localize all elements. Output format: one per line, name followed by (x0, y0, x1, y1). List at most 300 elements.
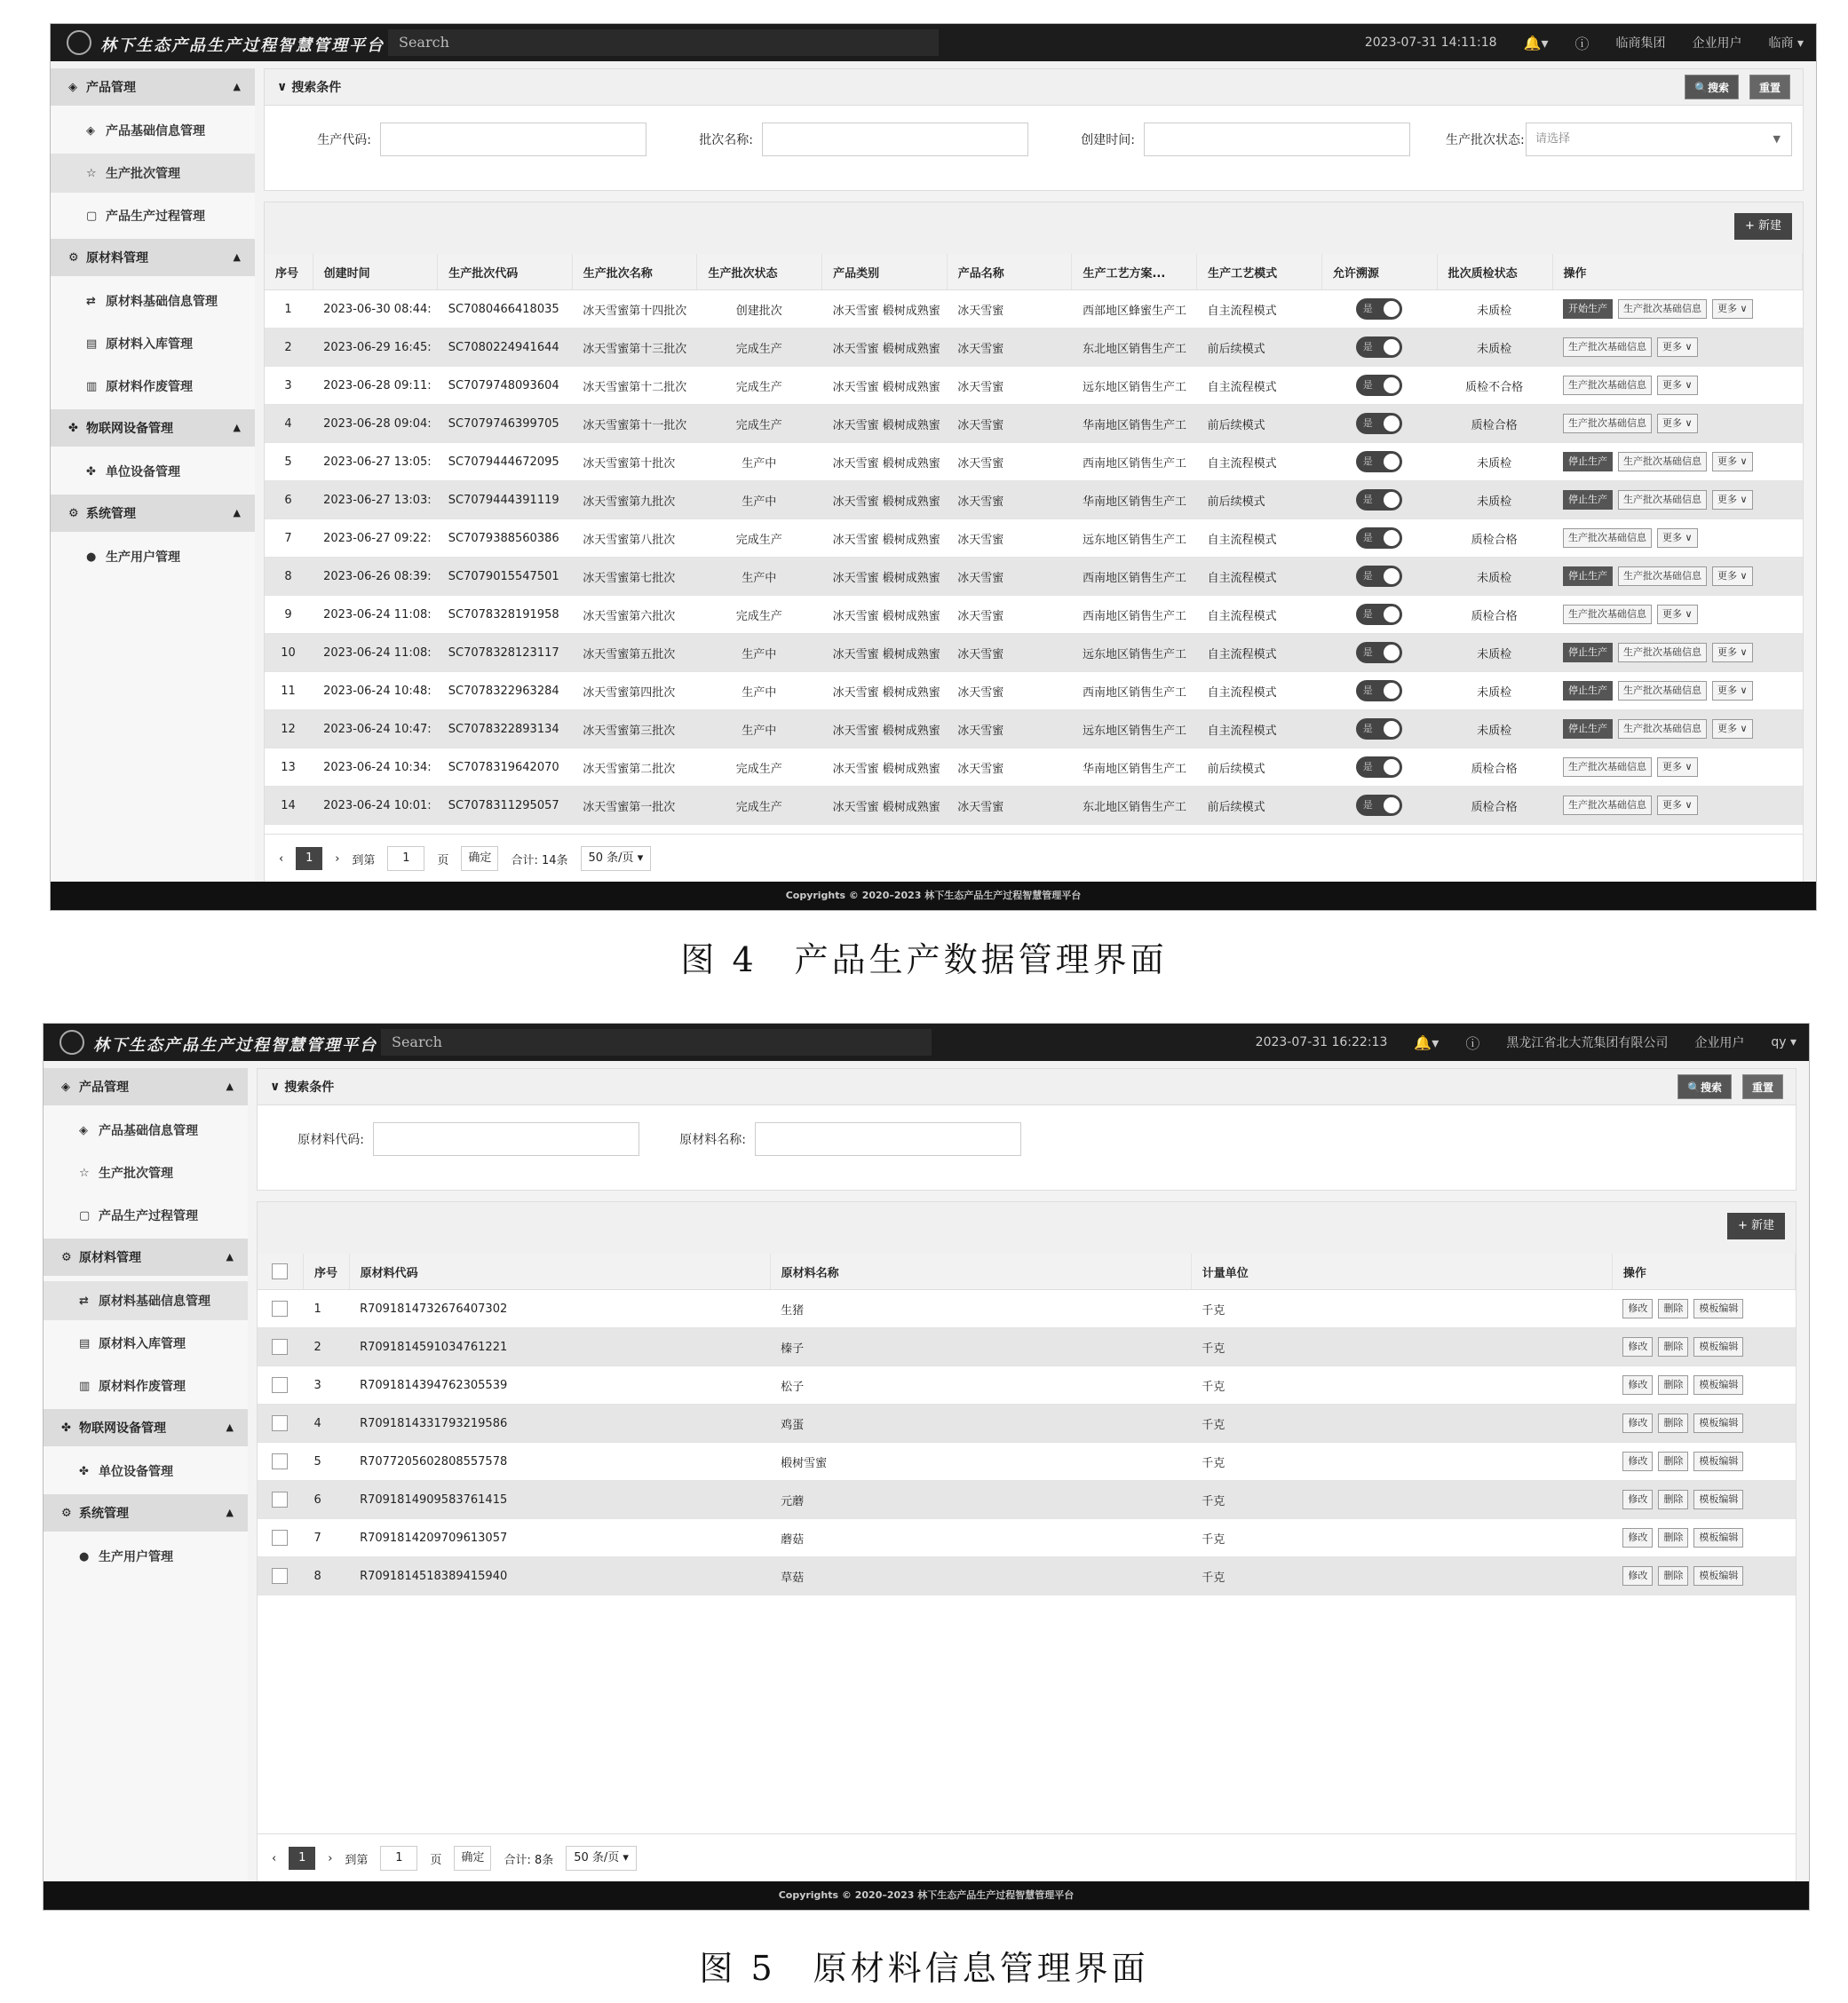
trace-toggle[interactable] (1356, 375, 1402, 396)
op-button[interactable]: 生产批次基础信息 (1618, 566, 1707, 586)
op-button[interactable]: 修改 (1622, 1490, 1653, 1509)
table-cell: 冰天雪蜜第八批次 (572, 519, 697, 558)
table-cell: 西南地区销售生产工 (1072, 596, 1197, 634)
op-button[interactable]: 生产批次基础信息 (1563, 528, 1652, 548)
new-button[interactable]: + 新建 (1734, 213, 1792, 240)
table-cell: 自主流程模式 (1197, 710, 1322, 748)
op-button[interactable]: 生产批次基础信息 (1618, 490, 1707, 510)
trace-toggle[interactable] (1356, 527, 1402, 549)
select-placeholder: 请选择 (1535, 132, 1571, 146)
op-button[interactable]: 修改 (1622, 1413, 1653, 1433)
table-cell: 生猪 (770, 1290, 1191, 1328)
table-cell: 前后续模式 (1197, 481, 1322, 519)
table-cell: 自主流程模式 (1197, 519, 1322, 558)
confirm-button[interactable]: 确定 (454, 1846, 491, 1871)
datetime: 2023-07-31 16:22:13 (1255, 1035, 1388, 1049)
caret-up-icon: ▲ (233, 422, 241, 433)
sidebar-item[interactable] (51, 452, 255, 491)
cube-icon: ◈ (61, 1080, 70, 1094)
app-title: 林下生态产品生产过程智慧管理平台 (100, 36, 385, 55)
op-button[interactable]: 删除 (1658, 1528, 1688, 1548)
op-button[interactable]: 修改 (1622, 1452, 1653, 1471)
search-button[interactable]: 🔍搜索 (1685, 75, 1739, 99)
caret-up-icon: ▲ (233, 81, 241, 92)
trace-toggle[interactable] (1356, 298, 1402, 320)
sidebar-item[interactable] (51, 154, 255, 193)
table-cell: 未质检 (1437, 329, 1552, 367)
field-label: 生产代码: (317, 133, 371, 147)
trace-toggle[interactable] (1356, 489, 1402, 511)
table-cell: 西部地区蜂蜜生产工 (1072, 290, 1197, 329)
table-cell: R7091814732676407302 (349, 1290, 770, 1328)
sidebar-item[interactable] (51, 537, 255, 576)
file-icon: ▢ (86, 209, 98, 223)
toggle-knob (1384, 301, 1400, 317)
table-cell: 14 (265, 787, 313, 825)
op-button[interactable]: 删除 (1658, 1452, 1688, 1471)
sidebar-group[interactable] (51, 409, 255, 447)
op-button[interactable]: 更多 ∨ (1657, 528, 1698, 548)
sidebar-item[interactable] (44, 1196, 248, 1235)
caret-up-icon: ▲ (233, 507, 241, 519)
sidebar-item[interactable] (44, 1324, 248, 1363)
op-button[interactable]: 删除 (1658, 1413, 1688, 1433)
table-cell: 松子 (770, 1366, 1191, 1405)
table-cell (1321, 329, 1437, 367)
next-page-icon[interactable]: › (328, 1851, 333, 1865)
table-row (265, 367, 1803, 405)
sidebar-item-label: 产品基础信息管理 (106, 124, 205, 139)
op-button[interactable]: 生产批次基础信息 (1618, 681, 1707, 701)
sidebar-item-label: 产品基础信息管理 (99, 1124, 198, 1138)
trace-toggle[interactable] (1356, 795, 1402, 816)
table-cell: 质检合格 (1437, 519, 1552, 558)
op-button[interactable]: 生产批次基础信息 (1618, 452, 1707, 471)
sidebar-item[interactable] (44, 1153, 248, 1192)
op-button[interactable]: 生产批次基础信息 (1618, 299, 1707, 319)
confirm-button[interactable]: 确定 (461, 846, 498, 871)
op-button[interactable]: 模板编辑 (1693, 1490, 1743, 1509)
table-cell: 冰天雪蜜第十二批次 (572, 367, 697, 405)
sidebar-item[interactable] (51, 324, 255, 363)
op-button[interactable]: 更多 ∨ (1712, 643, 1753, 662)
table-cell: 2023-06-29 16:45: (313, 329, 438, 367)
user-menu[interactable]: qy ▾ (1771, 1035, 1796, 1049)
broadcast-icon: ✤ (61, 1421, 71, 1435)
table-cell: 完成生产 (697, 329, 822, 367)
sidebar-item-label: 原材料入库管理 (99, 1337, 186, 1351)
page-unit: 页 (430, 1853, 442, 1867)
table-cell: 2023-06-24 11:08: (313, 596, 438, 634)
prev-page-icon[interactable]: ‹ (272, 1851, 277, 1865)
sidebar-group[interactable] (51, 68, 255, 106)
toggle-label: 是 (1362, 532, 1373, 543)
table-cell: 2023-06-27 13:03: (313, 481, 438, 519)
row-checkbox[interactable] (272, 1339, 288, 1355)
table-row (258, 1443, 1796, 1481)
sidebar-group-label: 物联网设备管理 (79, 1421, 166, 1436)
op-button[interactable]: 模板编辑 (1693, 1375, 1743, 1395)
figure-caption: 图 4 产品生产数据管理界面 (680, 940, 1168, 979)
table-cell (258, 1405, 304, 1443)
table-cell: 冰天雪蜜第九批次 (572, 481, 697, 519)
op-button[interactable]: 更多 ∨ (1712, 566, 1753, 586)
top-bar (51, 24, 1816, 61)
operations-cell (1612, 1366, 1795, 1405)
toggle-label: 是 (1362, 379, 1373, 391)
sidebar-item[interactable] (44, 1281, 248, 1320)
op-button[interactable]: 生产批次基础信息 (1563, 605, 1652, 624)
table-row (265, 290, 1803, 329)
op-button[interactable]: 更多 ∨ (1712, 299, 1753, 319)
caret-up-icon: ▲ (226, 1421, 234, 1433)
table-row (258, 1328, 1796, 1366)
sidebar-group-label: 系统管理 (79, 1507, 129, 1521)
field-label: 创建时间: (1081, 133, 1135, 147)
table-row (265, 596, 1803, 634)
table-cell: SC7080224941644 (438, 329, 573, 367)
op-button[interactable]: 模板编辑 (1693, 1452, 1743, 1471)
table-cell: 2023-06-27 13:05: (313, 443, 438, 481)
sidebar-item[interactable] (44, 1366, 248, 1405)
table-cell: 冰天雪蜜第五批次 (572, 634, 697, 672)
sidebar-group[interactable] (51, 239, 255, 276)
chevron-down-icon: ▾ (619, 1851, 629, 1864)
role-label[interactable]: 企业用户 (1694, 1036, 1745, 1050)
database-icon: ▤ (86, 336, 98, 351)
sidebar-item-label: 生产批次管理 (106, 167, 180, 181)
table-cell: 3 (304, 1366, 350, 1405)
table-cell (258, 1519, 304, 1557)
logo-icon (67, 30, 91, 55)
star-icon: ☆ (86, 166, 97, 180)
row-checkbox[interactable] (272, 1530, 288, 1546)
op-button[interactable]: 删除 (1658, 1299, 1688, 1318)
operations-cell (1552, 787, 1802, 825)
op-button[interactable]: 生产批次基础信息 (1618, 643, 1707, 662)
table-cell: 元蘑 (770, 1481, 1191, 1519)
op-button[interactable]: 停止生产 (1563, 643, 1613, 662)
trace-toggle[interactable] (1356, 451, 1402, 472)
help-icon[interactable]: ⓘ (1465, 1034, 1480, 1052)
operations-cell (1612, 1557, 1795, 1595)
screenshot-production-batches (50, 23, 1817, 911)
sidebar-item[interactable] (44, 1111, 248, 1150)
table-cell: 千克 (1191, 1290, 1612, 1328)
row-checkbox[interactable] (272, 1301, 288, 1317)
trace-toggle[interactable] (1356, 680, 1402, 701)
table-cell: 未质检 (1437, 290, 1552, 329)
footer: Copyrights © 2020–2023 林下生态产品生产过程智慧管理平台 (44, 1881, 1809, 1910)
table-cell: 质检合格 (1437, 405, 1552, 443)
op-button[interactable]: 更多 ∨ (1657, 757, 1698, 777)
current-page[interactable]: 1 (289, 1847, 315, 1870)
table-cell (1321, 558, 1437, 596)
field-label: 批次名称: (699, 133, 753, 147)
table-cell: 冰天雪蜜 椴树成熟蜜 (822, 672, 948, 710)
operations-cell (1552, 672, 1802, 710)
table-cell: 2023-06-30 08:44: (313, 290, 438, 329)
current-page[interactable]: 1 (296, 847, 322, 870)
trace-toggle[interactable] (1356, 413, 1402, 434)
sidebar-group[interactable] (44, 1409, 248, 1446)
table-cell: 冰天雪蜜 (947, 558, 1072, 596)
op-button[interactable]: 停止生产 (1563, 681, 1613, 701)
table-cell: 千克 (1191, 1328, 1612, 1366)
column-header: 操作 (1612, 1254, 1795, 1290)
table-cell: 冰天雪蜜第二批次 (572, 748, 697, 787)
table-cell: R7091814909583761415 (349, 1481, 770, 1519)
toggle-knob (1384, 721, 1400, 737)
table-cell: 2023-06-24 10:01: (313, 787, 438, 825)
column-header: 序号 (265, 254, 313, 290)
column-header: 生产批次名称 (572, 254, 697, 290)
trace-toggle[interactable] (1356, 718, 1402, 740)
operations-cell (1552, 710, 1802, 748)
next-page-icon[interactable]: › (335, 851, 340, 866)
select-all-checkbox[interactable] (272, 1263, 288, 1279)
goto-page-input[interactable]: 1 (387, 846, 424, 871)
search-panel-header[interactable] (265, 69, 1803, 106)
table-cell: 冰天雪蜜 椴树成熟蜜 (822, 367, 948, 405)
table-cell: 8 (265, 558, 313, 596)
search-panel-title: 搜索条件 (291, 81, 342, 95)
table-row (265, 672, 1803, 710)
op-button[interactable]: 更多 ∨ (1712, 452, 1753, 471)
sidebar-item-label: 原材料入库管理 (106, 337, 193, 352)
table-cell: 自主流程模式 (1197, 443, 1322, 481)
table-cell: 8 (304, 1557, 350, 1595)
op-button[interactable]: 生产批次基础信息 (1563, 376, 1652, 395)
table-cell: 冰天雪蜜 (947, 290, 1072, 329)
table-cell: 质检合格 (1437, 748, 1552, 787)
org-name[interactable]: 临商集团 (1615, 36, 1666, 51)
table-cell: 4 (304, 1405, 350, 1443)
table-cell (1321, 672, 1437, 710)
table-cell: 远东地区销售生产工 (1072, 519, 1197, 558)
table-cell: 11 (265, 672, 313, 710)
op-button[interactable]: 更多 ∨ (1657, 376, 1698, 395)
sidebar-item[interactable] (51, 367, 255, 406)
table-cell: 冰天雪蜜第四批次 (572, 672, 697, 710)
table-row (265, 710, 1803, 748)
table-cell (258, 1366, 304, 1405)
table-cell: 冰天雪蜜 椴树成熟蜜 (822, 748, 948, 787)
field-input[interactable] (762, 123, 1028, 156)
op-button[interactable]: 删除 (1658, 1337, 1688, 1357)
table-cell: 前后续模式 (1197, 748, 1322, 787)
table-cell: 冰天雪蜜 椴树成熟蜜 (822, 634, 948, 672)
search-button[interactable]: 🔍搜索 (1677, 1074, 1732, 1099)
search-panel-header[interactable] (258, 1069, 1796, 1105)
column-header: 产品类别 (822, 254, 948, 290)
table-cell: 2023-06-26 08:39: (313, 558, 438, 596)
table-cell: 1 (304, 1290, 350, 1328)
field-input[interactable] (755, 1122, 1021, 1156)
toggle-label: 是 (1362, 341, 1373, 352)
row-checkbox[interactable] (272, 1377, 288, 1393)
page-size-select[interactable] (581, 846, 652, 871)
help-icon[interactable]: ⓘ (1574, 35, 1590, 52)
op-button[interactable]: 停止生产 (1563, 452, 1613, 471)
sidebar-group[interactable] (44, 1068, 248, 1105)
op-button[interactable]: 生产批次基础信息 (1563, 796, 1652, 815)
op-button[interactable]: 修改 (1622, 1566, 1653, 1586)
op-button[interactable]: 生产批次基础信息 (1563, 337, 1652, 357)
pagination (265, 834, 1803, 883)
search-panel (264, 68, 1804, 191)
table-cell: 2023-06-24 10:47: (313, 710, 438, 748)
field-input[interactable] (380, 123, 646, 156)
table-cell: SC7080466418035 (438, 290, 573, 329)
page-size-value: 50 条/页 (574, 1851, 620, 1864)
table-cell: 前后续模式 (1197, 405, 1322, 443)
op-button[interactable]: 更多 ∨ (1657, 796, 1698, 815)
table-cell: 生产中 (697, 481, 822, 519)
op-button[interactable]: 模板编辑 (1693, 1528, 1743, 1548)
trace-toggle[interactable] (1356, 642, 1402, 663)
op-button[interactable]: 生产批次基础信息 (1563, 757, 1652, 777)
sidebar-group[interactable] (51, 495, 255, 532)
column-header: 批次质检状态 (1437, 254, 1552, 290)
bell-icon[interactable]: 🔔▾ (1523, 34, 1549, 51)
top-bar (44, 1024, 1809, 1061)
table-cell: 前后续模式 (1197, 329, 1322, 367)
toggle-knob (1384, 377, 1400, 393)
table-cell (1321, 405, 1437, 443)
cube-icon: ◈ (86, 123, 95, 138)
table-cell: 千克 (1191, 1557, 1612, 1595)
field-input[interactable] (373, 1122, 639, 1156)
table-cell: 7 (304, 1519, 350, 1557)
status-select[interactable] (1526, 123, 1792, 156)
table-cell: 华南地区销售生产工 (1072, 405, 1197, 443)
main-content (257, 1068, 1796, 1881)
op-button[interactable]: 停止生产 (1563, 490, 1613, 510)
op-button[interactable]: 更多 ∨ (1657, 414, 1698, 433)
op-button[interactable]: 更多 ∨ (1712, 681, 1753, 701)
op-button[interactable]: 模板编辑 (1693, 1299, 1743, 1318)
table-cell: 生产中 (697, 634, 822, 672)
op-button[interactable]: 更多 ∨ (1657, 605, 1698, 624)
op-button[interactable]: 更多 ∨ (1712, 490, 1753, 510)
op-button[interactable]: 模板编辑 (1693, 1566, 1743, 1586)
op-button[interactable]: 生产批次基础信息 (1618, 719, 1707, 739)
op-button[interactable]: 修改 (1622, 1375, 1653, 1395)
table-cell: SC7078319642070 (438, 748, 573, 787)
page-size-select[interactable] (566, 1846, 637, 1871)
user-menu[interactable]: 临商 ▾ (1768, 36, 1804, 51)
prev-page-icon[interactable]: ‹ (279, 851, 284, 866)
sidebar-item[interactable] (51, 111, 255, 150)
op-button[interactable]: 停止生产 (1563, 566, 1613, 586)
table-cell: 2023-06-24 11:08: (313, 634, 438, 672)
table-cell: 生产中 (697, 443, 822, 481)
op-button[interactable]: 生产批次基础信息 (1563, 414, 1652, 433)
sidebar-item[interactable] (44, 1537, 248, 1576)
sidebar-item-label: 原材料作废管理 (99, 1380, 186, 1394)
org-name[interactable]: 黑龙江省北大荒集团有限公司 (1506, 1036, 1669, 1050)
field-input[interactable] (1144, 123, 1410, 156)
op-button[interactable]: 修改 (1622, 1299, 1653, 1318)
sidebar-group-label: 原材料管理 (86, 251, 148, 265)
sidebar-item-label: 产品生产过程管理 (99, 1209, 198, 1223)
table-row (258, 1405, 1796, 1443)
toggle-knob (1384, 683, 1400, 699)
op-button[interactable]: 更多 ∨ (1712, 719, 1753, 739)
reset-button[interactable]: 重置 (1742, 1074, 1783, 1099)
search-input[interactable]: Search (381, 1029, 932, 1056)
op-button[interactable]: 更多 ∨ (1657, 337, 1698, 357)
page-unit: 页 (437, 853, 449, 867)
toggle-knob (1384, 339, 1400, 355)
table-cell: 自主流程模式 (1197, 558, 1322, 596)
toggle-label: 是 (1362, 417, 1373, 429)
goto-page-input[interactable]: 1 (380, 1846, 417, 1871)
table-cell: 蘑菇 (770, 1519, 1191, 1557)
trace-toggle[interactable] (1356, 566, 1402, 587)
row-checkbox[interactable] (272, 1453, 288, 1469)
operations-cell (1552, 558, 1802, 596)
total-count: 合计: 8条 (504, 1853, 554, 1867)
gear-icon: ⚙ (61, 1506, 72, 1520)
search-field (682, 123, 1028, 156)
sidebar-group[interactable] (44, 1239, 248, 1276)
trace-toggle[interactable] (1356, 604, 1402, 625)
gear-icon: ⚙ (68, 250, 79, 265)
op-button[interactable]: 模板编辑 (1693, 1413, 1743, 1433)
op-button[interactable]: 修改 (1622, 1528, 1653, 1548)
row-checkbox[interactable] (272, 1492, 288, 1508)
table-cell: 冰天雪蜜 (947, 748, 1072, 787)
op-button[interactable]: 修改 (1622, 1337, 1653, 1357)
row-checkbox[interactable] (272, 1568, 288, 1584)
trace-toggle[interactable] (1356, 756, 1402, 778)
op-button[interactable]: 开始生产 (1563, 299, 1613, 319)
table-row (265, 405, 1803, 443)
toggle-knob (1384, 454, 1400, 470)
trace-toggle[interactable] (1356, 336, 1402, 358)
sidebar-group-label: 原材料管理 (79, 1251, 141, 1265)
sidebar-item[interactable] (51, 281, 255, 321)
search-input[interactable]: Search (388, 29, 939, 56)
op-button[interactable]: 删除 (1658, 1490, 1688, 1509)
table-cell: 2 (304, 1328, 350, 1366)
op-button[interactable]: 删除 (1658, 1566, 1688, 1586)
field-label: 原材料名称: (679, 1133, 746, 1147)
table-cell: 未质检 (1437, 481, 1552, 519)
sidebar-item[interactable] (51, 196, 255, 235)
row-checkbox[interactable] (272, 1415, 288, 1431)
shuffle-icon: ⇄ (86, 294, 96, 308)
reset-button[interactable]: 重置 (1749, 75, 1790, 99)
toggle-knob (1384, 492, 1400, 508)
table-cell (1321, 596, 1437, 634)
goto-label: 到第 (345, 1853, 369, 1867)
broadcast-icon: ✤ (79, 1464, 89, 1478)
op-button[interactable]: 模板编辑 (1693, 1337, 1743, 1357)
datetime: 2023-07-31 14:11:18 (1364, 36, 1497, 50)
role-label[interactable]: 企业用户 (1692, 36, 1742, 51)
file-icon: ▢ (79, 1208, 91, 1223)
op-button[interactable]: 停止生产 (1563, 719, 1613, 739)
sidebar-group[interactable] (44, 1494, 248, 1532)
new-button[interactable]: + 新建 (1727, 1213, 1785, 1239)
op-button[interactable]: 删除 (1658, 1375, 1688, 1395)
sidebar-item[interactable] (44, 1452, 248, 1491)
table-cell: 冰天雪蜜 (947, 710, 1072, 748)
bell-icon[interactable]: 🔔▾ (1414, 1033, 1440, 1051)
